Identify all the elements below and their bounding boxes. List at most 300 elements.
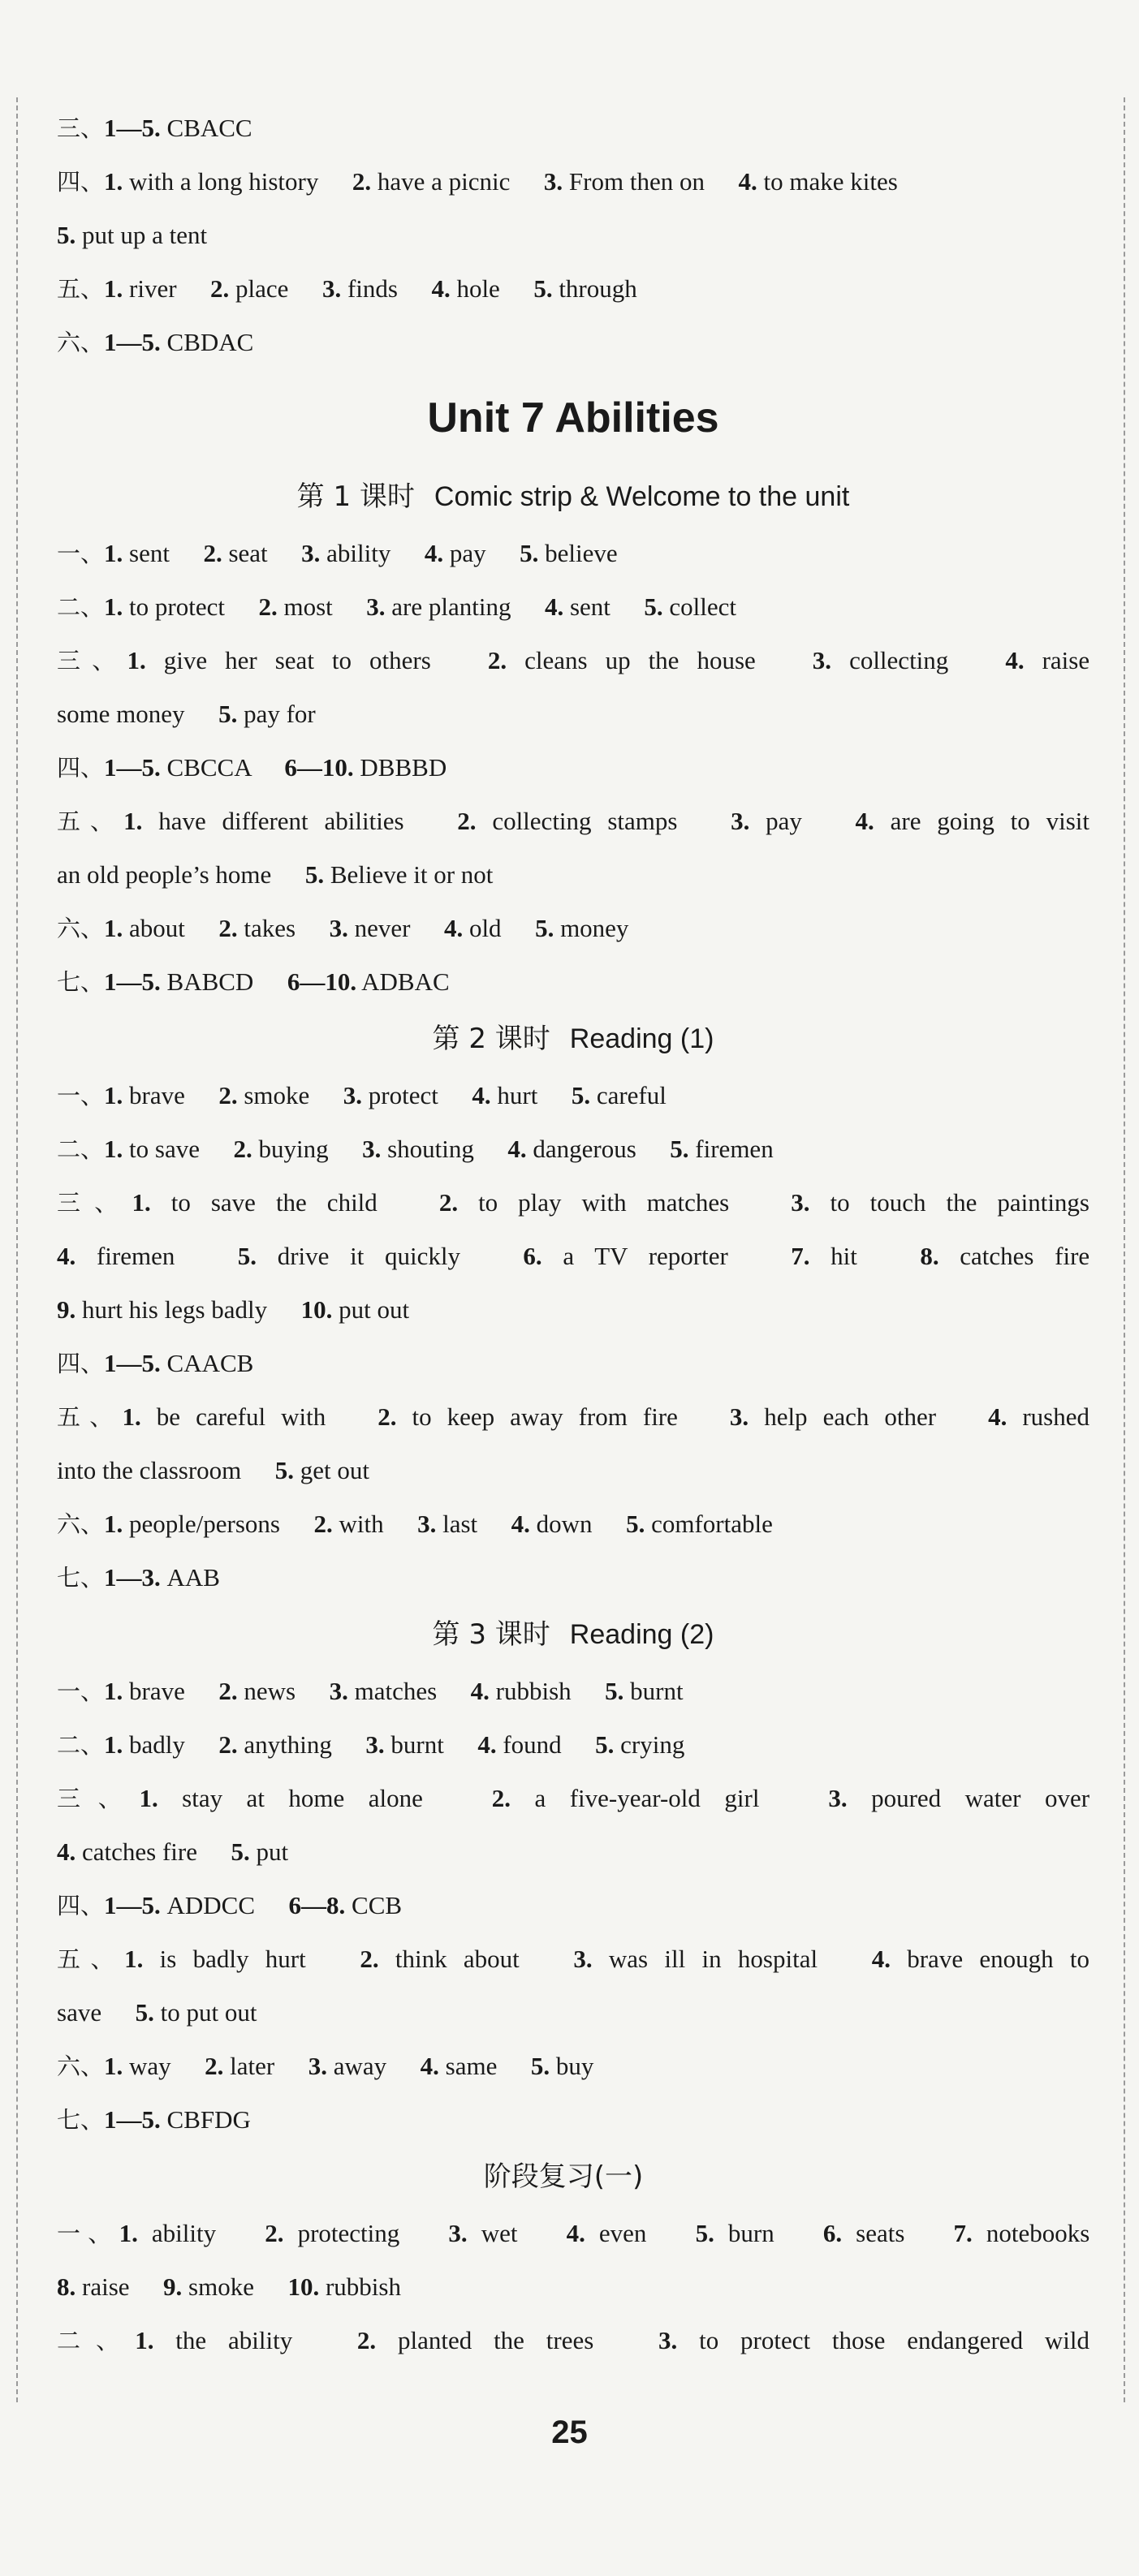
answer-number: 3. xyxy=(366,592,386,621)
answer-number: 5. xyxy=(135,1998,154,2027)
answer-number: 2. xyxy=(218,1081,238,1109)
answer-number: 7. xyxy=(791,1242,810,1270)
answer-text: some money xyxy=(57,700,185,728)
answer-text: last xyxy=(442,1510,478,1538)
answer-number: 5. xyxy=(670,1135,689,1163)
answer-text: with xyxy=(339,1510,384,1538)
answer-text: firemen xyxy=(695,1135,774,1163)
answer-text: collecting stamps xyxy=(492,807,678,835)
lesson-title: Reading (1) xyxy=(569,1023,714,1054)
answer-number: 2. xyxy=(205,2052,224,2080)
answer-line xyxy=(57,2093,1089,2147)
section-label: 六、 xyxy=(57,329,105,356)
answer-number: 3. xyxy=(301,539,321,567)
answer-text: shouting xyxy=(387,1135,474,1163)
answer-text: into the classroom xyxy=(57,1456,242,1484)
answer-number: 1. xyxy=(122,1402,141,1431)
answer-number: 4. xyxy=(738,167,757,196)
section-label: 三、 xyxy=(57,1785,140,1812)
answer-number: 4. xyxy=(477,1730,497,1759)
answer-number: 1. xyxy=(104,1135,123,1163)
answer-number: 6—10. xyxy=(287,967,357,996)
answer-text: are planting xyxy=(391,592,511,621)
answer-line xyxy=(57,1772,1089,1825)
answer-number: 2. xyxy=(258,592,278,621)
answer-text: protecting xyxy=(297,2219,400,2247)
answer-number: 4. xyxy=(470,1677,490,1705)
answer-text: are going to visit xyxy=(890,807,1090,835)
answer-text: never xyxy=(354,914,411,942)
answer-text: about xyxy=(129,914,185,942)
answer-number: 3. xyxy=(448,2219,468,2247)
answer-number: 4. xyxy=(424,539,444,567)
answer-number: 1. xyxy=(104,592,123,621)
answer-text: to play with matches xyxy=(478,1188,730,1217)
section-label: 二、 xyxy=(57,1135,105,1163)
answer-number: 2. xyxy=(233,1135,252,1163)
section-label: 四、 xyxy=(57,1892,105,1919)
answer-number: 5. xyxy=(218,700,238,728)
section-label: 七、 xyxy=(57,1564,105,1592)
answer-line xyxy=(57,209,1089,262)
answer-text: to keep away from fire xyxy=(412,1402,678,1431)
answer-text: stay at home alone xyxy=(182,1784,423,1812)
answer-text: pay xyxy=(449,539,486,567)
answer-text: CBACC xyxy=(166,114,252,142)
answer-text: a TV reporter xyxy=(563,1242,728,1270)
lesson-number: 第 3 课时 xyxy=(432,1618,550,1651)
section-label: 四、 xyxy=(57,754,105,782)
section-label: 四、 xyxy=(57,168,105,196)
answer-number: 3. xyxy=(828,1784,848,1812)
answer-number: 6—8. xyxy=(288,1891,346,1919)
lesson-heading xyxy=(57,1605,1089,1665)
answer-line xyxy=(57,527,1089,580)
answer-text: seats xyxy=(856,2219,905,2247)
answer-number: 2. xyxy=(356,2326,377,2354)
section-label: 一、 xyxy=(57,540,105,567)
answer-number: 2. xyxy=(210,274,230,303)
answer-number: 4. xyxy=(511,1510,530,1538)
answer-text: CCB xyxy=(352,1891,403,1919)
answer-text: have different abilities xyxy=(158,807,404,835)
answer-text: From then on xyxy=(568,167,705,196)
answer-number: 5. xyxy=(644,592,663,621)
answer-line xyxy=(57,1337,1089,1390)
answer-number: 4. xyxy=(544,592,564,621)
answer-number: 3. xyxy=(321,274,342,303)
answer-text: river xyxy=(129,274,177,303)
answer-text: to protect those endangered wild xyxy=(699,2326,1090,2354)
answer-number: 1—5. xyxy=(104,328,161,356)
answer-line xyxy=(57,1825,1089,1879)
answer-number: 1—5. xyxy=(104,753,161,782)
answer-number: 4. xyxy=(472,1081,491,1109)
answer-line xyxy=(57,687,1089,741)
section-label: 三、 xyxy=(57,1189,132,1217)
answer-number: 2. xyxy=(218,914,238,942)
answer-text: rushed xyxy=(1022,1402,1090,1431)
answer-text: collecting xyxy=(849,646,949,674)
answer-text: put xyxy=(256,1837,289,1866)
section-label: 三、 xyxy=(57,114,105,142)
answer-number: 2. xyxy=(313,1510,333,1538)
answer-line xyxy=(57,955,1089,1009)
answer-number: 5. xyxy=(535,914,554,942)
answer-text: comfortable xyxy=(651,1510,773,1538)
answer-number: 7. xyxy=(953,2219,973,2247)
answer-number: 5. xyxy=(304,860,325,889)
answer-text: put out xyxy=(339,1295,410,1324)
answer-number: 5. xyxy=(237,1242,257,1270)
answer-number: 4. xyxy=(57,1242,76,1270)
answer-number: 8. xyxy=(920,1242,939,1270)
answer-text: burnt xyxy=(630,1677,684,1705)
answer-number: 3. xyxy=(658,2326,678,2354)
lesson-title: Comic strip & Welcome to the unit xyxy=(434,481,850,512)
answer-number: 1—5. xyxy=(104,1349,161,1377)
section-label: 二、 xyxy=(57,2327,136,2354)
answer-text: to make kites xyxy=(763,167,898,196)
answer-text: protect xyxy=(368,1081,438,1109)
answer-line xyxy=(57,2040,1089,2093)
answer-number: 4. xyxy=(420,2052,439,2080)
section-label: 五、 xyxy=(57,1403,123,1431)
section-label: 一、 xyxy=(57,1678,105,1705)
answer-number: 1. xyxy=(104,914,123,942)
section-label: 六、 xyxy=(57,1510,105,1538)
answer-line xyxy=(57,1444,1089,1497)
answer-text: badly xyxy=(129,1730,185,1759)
answer-text: collect xyxy=(669,592,737,621)
answer-line xyxy=(57,795,1089,848)
section-label: 七、 xyxy=(57,968,105,996)
answer-text: raise xyxy=(82,2272,130,2301)
answer-text: even xyxy=(598,2219,647,2247)
answer-text: crying xyxy=(620,1730,685,1759)
answer-text: rubbish xyxy=(495,1677,572,1705)
answer-number: 5. xyxy=(595,1730,615,1759)
answer-number: 4. xyxy=(507,1135,527,1163)
answer-number: 4. xyxy=(57,1837,76,1866)
answer-text: to touch the paintings xyxy=(830,1188,1089,1217)
section-label: 六、 xyxy=(57,915,105,942)
answer-text: save xyxy=(57,1998,102,2027)
answer-text: with a long history xyxy=(129,167,319,196)
answer-number: 1. xyxy=(123,807,143,835)
answer-number: 1. xyxy=(119,2219,138,2247)
answer-text: away xyxy=(333,2052,387,2080)
answer-text: same xyxy=(445,2052,498,2080)
answer-text: CAACB xyxy=(166,1349,254,1377)
answer-text: pay xyxy=(766,807,802,835)
answer-text: a five-year-old girl xyxy=(534,1784,760,1812)
answer-text: ADDCC xyxy=(166,1891,256,1919)
answer-number: 2. xyxy=(265,2219,284,2247)
answer-number: 3. xyxy=(573,1945,593,1973)
answer-number: 1. xyxy=(127,646,146,674)
answer-number: 5. xyxy=(231,1837,250,1866)
answer-text: CBCCA xyxy=(166,753,251,782)
answer-line xyxy=(57,316,1089,369)
answer-number: 1—5. xyxy=(104,114,161,142)
answer-text: think about xyxy=(395,1945,520,1973)
answer-number: 5. xyxy=(695,2219,714,2247)
answer-number: 10. xyxy=(287,2272,320,2301)
answer-number: 3. xyxy=(329,914,348,942)
answer-text: news xyxy=(244,1677,296,1705)
answer-line xyxy=(57,1069,1089,1122)
answer-text: notebooks xyxy=(986,2219,1090,2247)
answer-text: buying xyxy=(258,1135,329,1163)
answer-line xyxy=(57,902,1089,955)
answer-line xyxy=(57,1176,1089,1230)
answer-number: 6. xyxy=(523,1242,542,1270)
unit-title: Unit 7 Abilities xyxy=(427,394,719,442)
page-number: 25 xyxy=(551,2414,588,2450)
answer-line xyxy=(57,1283,1089,1337)
answer-text: finds xyxy=(347,274,398,303)
answer-text: get out xyxy=(300,1456,370,1484)
answer-number: 1. xyxy=(104,1677,123,1705)
answer-number: 2. xyxy=(487,646,507,674)
answer-text: buy xyxy=(555,2052,594,2080)
answer-number: 5. xyxy=(520,539,539,567)
answer-text: to put out xyxy=(160,1998,257,2027)
answer-number: 9. xyxy=(163,2272,183,2301)
answer-number: 5. xyxy=(626,1510,645,1538)
binding-margin-line-right xyxy=(1124,97,1125,2402)
answer-text: have a picnic xyxy=(377,167,511,196)
answer-line xyxy=(57,2207,1089,2260)
answer-text: found xyxy=(503,1730,562,1759)
answer-number: 2. xyxy=(457,807,477,835)
answer-line xyxy=(57,848,1089,902)
answer-text: put up a tent xyxy=(82,221,208,249)
answer-line xyxy=(57,1986,1089,2040)
binding-margin-line-left xyxy=(16,97,18,2402)
answer-text: to save the child xyxy=(170,1188,378,1217)
answer-number: 4. xyxy=(988,1402,1007,1431)
section-label: 五、 xyxy=(57,1945,125,1973)
answer-number: 1. xyxy=(139,1784,158,1812)
answer-number: 1. xyxy=(104,167,123,196)
answer-text: cleans up the house xyxy=(524,646,756,674)
answer-number: 2. xyxy=(203,539,222,567)
answer-number: 1. xyxy=(132,1188,151,1217)
answer-text: wet xyxy=(481,2219,518,2247)
section-label: 三、 xyxy=(57,647,127,674)
answer-number: 3. xyxy=(791,1188,810,1217)
answer-number: 2. xyxy=(218,1730,238,1759)
answer-number: 4. xyxy=(1005,646,1025,674)
answer-number: 3. xyxy=(362,1135,382,1163)
answer-text: give her seat to others xyxy=(163,646,431,674)
lesson-number: 阶段复习(一) xyxy=(483,2160,644,2193)
answer-number: 1—5. xyxy=(104,1891,161,1919)
answer-number: 5. xyxy=(533,274,553,303)
answer-text: sent xyxy=(129,539,170,567)
answer-text: brave xyxy=(129,1081,185,1109)
answer-text: raise xyxy=(1042,646,1090,674)
answer-number: 5. xyxy=(57,221,76,249)
answer-text: BABCD xyxy=(166,967,254,996)
lesson-heading xyxy=(57,1009,1089,1069)
section-label: 二、 xyxy=(57,593,105,621)
answer-text: be careful with xyxy=(156,1402,326,1431)
answer-key-content xyxy=(57,101,1089,2367)
answer-number: 5. xyxy=(571,1081,591,1109)
answer-text: firemen xyxy=(96,1242,175,1270)
answer-line xyxy=(57,2314,1089,2367)
answer-number: 8. xyxy=(57,2272,76,2301)
answer-text: sent xyxy=(569,592,610,621)
answer-text: brave enough to xyxy=(907,1945,1090,1973)
answer-text: CBFDG xyxy=(166,2105,251,2134)
answer-text: burnt xyxy=(390,1730,444,1759)
section-label: 一、 xyxy=(57,2220,119,2247)
answer-text: hit xyxy=(831,1242,857,1270)
answer-number: 2. xyxy=(352,167,372,196)
answer-text: catches fire xyxy=(960,1242,1090,1270)
answer-text: most xyxy=(283,592,333,621)
section-label: 七、 xyxy=(57,2106,105,2134)
section-label: 五、 xyxy=(57,275,105,303)
answer-line xyxy=(57,101,1089,155)
answer-text: planted the trees xyxy=(397,2326,594,2354)
lesson-number: 第 2 课时 xyxy=(432,1023,550,1055)
answer-number: 4. xyxy=(566,2219,585,2247)
answer-text: believe xyxy=(545,539,618,567)
answer-line xyxy=(57,1879,1089,1932)
answer-number: 5. xyxy=(530,2052,550,2080)
answer-text: dangerous xyxy=(533,1135,636,1163)
answer-text: catches fire xyxy=(82,1837,197,1866)
answer-text: CBDAC xyxy=(166,328,254,356)
answer-number: 1—5. xyxy=(104,2105,161,2134)
answer-number: 4. xyxy=(443,914,464,942)
answer-line xyxy=(57,741,1089,795)
answer-text: smoke xyxy=(188,2272,254,2301)
answer-number: 3. xyxy=(343,1081,363,1109)
answer-number: 10. xyxy=(300,1295,333,1324)
answer-text: matches xyxy=(354,1677,438,1705)
answer-text: hole xyxy=(456,274,500,303)
answer-number: 1. xyxy=(104,274,123,303)
answer-text: DBBBD xyxy=(360,753,447,782)
answer-text: ADBAC xyxy=(361,967,450,996)
answer-number: 3. xyxy=(812,646,832,674)
answer-text: brave xyxy=(129,1677,185,1705)
answer-number: 2. xyxy=(218,1677,238,1705)
answer-number: 1—3. xyxy=(104,1563,161,1592)
answer-line xyxy=(57,1497,1089,1551)
answer-text: help each other xyxy=(764,1402,937,1431)
answer-line xyxy=(57,1932,1089,1986)
answer-text: way xyxy=(129,2052,171,2080)
answer-number: 2. xyxy=(378,1402,397,1431)
answer-text: smoke xyxy=(244,1081,310,1109)
answer-text: careful xyxy=(596,1081,667,1109)
answer-text: hurt his legs badly xyxy=(82,1295,268,1324)
answer-line xyxy=(57,1718,1089,1772)
answer-text: to protect xyxy=(129,592,225,621)
answer-line xyxy=(57,1230,1089,1283)
answer-number: 1. xyxy=(104,1081,123,1109)
answer-text: an old people’s home xyxy=(57,860,272,889)
answer-line xyxy=(57,155,1089,209)
answer-text: the ability xyxy=(175,2326,293,2354)
answer-text: is badly hurt xyxy=(159,1945,306,1973)
section-label: 六、 xyxy=(57,2053,105,2080)
answer-text: takes xyxy=(244,914,296,942)
answer-number: 3. xyxy=(308,2052,327,2080)
answer-line xyxy=(57,580,1089,634)
answer-number: 1. xyxy=(104,539,123,567)
answer-number: 1. xyxy=(124,1945,144,1973)
answer-text: hurt xyxy=(497,1081,538,1109)
lesson-number: 第 1 课时 xyxy=(296,480,415,513)
answer-number: 1—5. xyxy=(104,967,161,996)
answer-number: 4. xyxy=(431,274,451,303)
answer-line xyxy=(57,1390,1089,1444)
answer-text: later xyxy=(230,2052,275,2080)
section-label: 二、 xyxy=(57,1731,105,1759)
answer-text: poured water over xyxy=(871,1784,1090,1812)
answer-line xyxy=(57,1551,1089,1605)
answer-line xyxy=(57,1665,1089,1718)
answer-text: ability xyxy=(151,2219,217,2247)
answer-text: down xyxy=(536,1510,593,1538)
answer-number: 3. xyxy=(729,1402,749,1431)
answer-number: 6—10. xyxy=(284,753,354,782)
answer-line xyxy=(57,262,1089,316)
answer-number: 3. xyxy=(417,1510,437,1538)
section-label: 五、 xyxy=(57,808,124,835)
answer-number: 2. xyxy=(491,1784,511,1812)
answer-number: 9. xyxy=(57,1295,76,1324)
answer-number: 2. xyxy=(438,1188,459,1217)
answer-text: rubbish xyxy=(325,2272,401,2301)
answer-text: money xyxy=(560,914,629,942)
answer-text: pay for xyxy=(244,700,316,728)
answer-text: ability xyxy=(326,539,391,567)
answer-line xyxy=(57,634,1089,687)
answer-number: 5. xyxy=(274,1456,295,1484)
answer-number: 4. xyxy=(855,807,874,835)
answer-number: 6. xyxy=(822,2219,843,2247)
answer-number: 1. xyxy=(104,1510,123,1538)
answer-text: through xyxy=(559,274,637,303)
answer-line xyxy=(57,1122,1089,1176)
answer-number: 4. xyxy=(871,1945,891,1973)
lesson-heading xyxy=(57,2147,1089,2207)
answer-line xyxy=(57,2260,1089,2314)
answer-text: people/persons xyxy=(129,1510,280,1538)
answer-text: anything xyxy=(244,1730,332,1759)
answer-number: 3. xyxy=(329,1677,348,1705)
answer-text: was ill in hospital xyxy=(608,1945,818,1973)
lesson-title: Reading (2) xyxy=(569,1619,714,1650)
section-label: 一、 xyxy=(57,1082,105,1109)
section-label: 四、 xyxy=(57,1350,105,1377)
answer-text: AAB xyxy=(166,1563,220,1592)
answer-number: 3. xyxy=(731,807,750,835)
answer-number: 2. xyxy=(360,1945,379,1973)
answer-text: drive it quickly xyxy=(277,1242,460,1270)
answer-number: 3. xyxy=(543,167,563,196)
answer-number: 1. xyxy=(135,2326,154,2354)
